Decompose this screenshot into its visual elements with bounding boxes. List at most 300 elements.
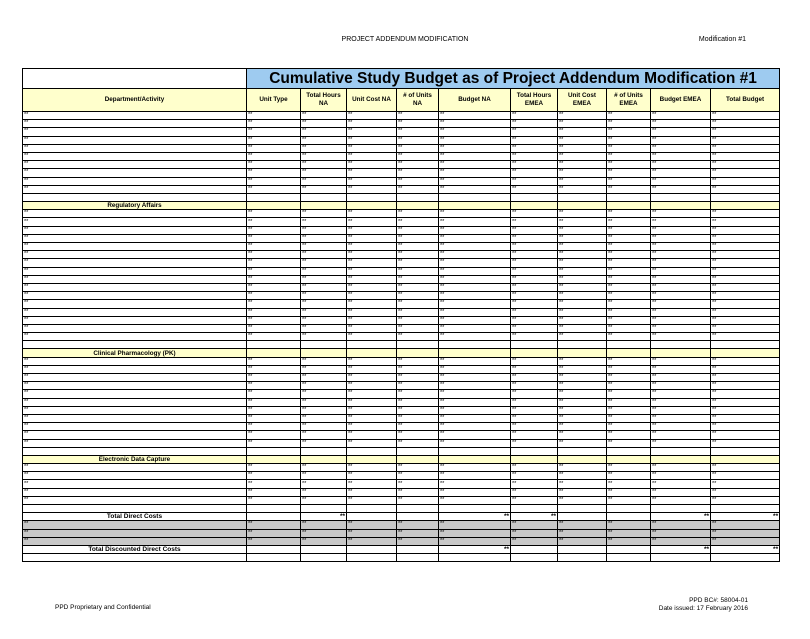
redacted-cell: ** [607, 333, 651, 341]
redacted-cell: ** [651, 275, 711, 283]
redacted-cell: ** [247, 161, 301, 169]
redacted-cell: ** [558, 161, 607, 169]
budget-row [23, 529, 780, 537]
empty-cell [651, 193, 711, 201]
redacted-cell: ** [511, 177, 558, 185]
redacted-cell: ** [397, 259, 439, 267]
empty-cell [397, 505, 439, 513]
redacted-cell: ** [247, 169, 301, 177]
redacted-cell: ** [607, 480, 651, 488]
redacted-cell: ** [23, 529, 247, 537]
redacted-cell: ** [651, 267, 711, 275]
redacted-cell: ** [558, 390, 607, 398]
redacted-cell: ** [711, 161, 780, 169]
empty-cell [651, 505, 711, 513]
redacted-cell: ** [558, 496, 607, 504]
redacted-cell: ** [511, 210, 558, 218]
redacted-cell: ** [23, 324, 247, 332]
empty-cell [397, 513, 439, 521]
redacted-cell: ** [439, 169, 511, 177]
redacted-cell: ** [607, 185, 651, 193]
redacted-cell: ** [558, 112, 607, 120]
redacted-cell: ** [558, 374, 607, 382]
redacted-cell: ** [23, 251, 247, 259]
redacted-cell: ** [711, 464, 780, 472]
redacted-cell: ** [511, 267, 558, 275]
redacted-cell: ** [711, 259, 780, 267]
redacted-cell: ** [301, 251, 347, 259]
column-header: # of Units NA [397, 89, 439, 112]
redacted-cell: ** [439, 406, 511, 414]
redacted-cell: ** [347, 357, 397, 365]
redacted-cell: ** [347, 365, 397, 373]
redacted-cell: ** [511, 234, 558, 242]
redacted-cell: ** [607, 308, 651, 316]
redacted-cell: ** [651, 259, 711, 267]
empty-cell [651, 554, 711, 562]
redacted-cell: ** [558, 283, 607, 291]
redacted-cell: ** [651, 423, 711, 431]
budget-row [23, 251, 780, 259]
empty-cell [607, 349, 651, 357]
redacted-cell: ** [607, 177, 651, 185]
section-title: Electronic Data Capture [23, 455, 247, 463]
redacted-cell: ** [558, 529, 607, 537]
budget-row [23, 357, 780, 365]
redacted-cell: ** [607, 414, 651, 422]
empty-cell [397, 545, 439, 553]
redacted-cell: ** [347, 128, 397, 136]
redacted-cell: ** [347, 112, 397, 120]
redacted-cell: ** [439, 365, 511, 373]
redacted-cell: ** [607, 488, 651, 496]
redacted-cell: ** [711, 128, 780, 136]
section-header-row [23, 455, 780, 463]
column-header: Total Budget [711, 89, 780, 112]
redacted-cell: ** [439, 316, 511, 324]
empty-cell [247, 554, 301, 562]
total-value: ** [301, 513, 347, 521]
redacted-cell: ** [607, 431, 651, 439]
column-header: Budget NA [439, 89, 511, 112]
redacted-cell: ** [511, 136, 558, 144]
redacted-cell: ** [397, 316, 439, 324]
empty-cell [439, 447, 511, 455]
redacted-cell: ** [397, 308, 439, 316]
redacted-cell: ** [439, 472, 511, 480]
budget-row [23, 365, 780, 373]
redacted-cell: ** [301, 112, 347, 120]
redacted-cell: ** [439, 390, 511, 398]
budget-row [23, 308, 780, 316]
budget-row [23, 496, 780, 504]
redacted-cell: ** [711, 300, 780, 308]
redacted-cell: ** [439, 226, 511, 234]
redacted-cell: ** [511, 521, 558, 529]
redacted-cell: ** [511, 324, 558, 332]
redacted-cell: ** [347, 218, 397, 226]
redacted-cell: ** [397, 374, 439, 382]
redacted-cell: ** [347, 382, 397, 390]
empty-cell [247, 545, 301, 553]
redacted-cell: ** [439, 136, 511, 144]
redacted-cell: ** [23, 382, 247, 390]
redacted-cell: ** [558, 136, 607, 144]
redacted-cell: ** [301, 136, 347, 144]
spacer-row [23, 447, 780, 455]
redacted-cell: ** [607, 537, 651, 545]
redacted-cell: ** [347, 488, 397, 496]
redacted-cell: ** [301, 283, 347, 291]
redacted-cell: ** [511, 529, 558, 537]
redacted-cell: ** [247, 521, 301, 529]
redacted-cell: ** [347, 406, 397, 414]
empty-cell [607, 505, 651, 513]
redacted-cell: ** [558, 488, 607, 496]
budget-row [23, 177, 780, 185]
redacted-cell: ** [301, 226, 347, 234]
redacted-cell: ** [558, 226, 607, 234]
redacted-cell: ** [301, 390, 347, 398]
document-header-title: PROJECT ADDENDUM MODIFICATION [341, 36, 469, 43]
empty-cell [511, 341, 558, 349]
redacted-cell: ** [651, 357, 711, 365]
redacted-cell: ** [301, 496, 347, 504]
redacted-cell: ** [347, 496, 397, 504]
redacted-cell: ** [439, 283, 511, 291]
redacted-cell: ** [301, 398, 347, 406]
redacted-cell: ** [23, 259, 247, 267]
budget-row [23, 144, 780, 152]
empty-cell [247, 455, 301, 463]
empty-cell [301, 505, 347, 513]
redacted-cell: ** [651, 365, 711, 373]
redacted-cell: ** [301, 210, 347, 218]
redacted-cell: ** [397, 464, 439, 472]
redacted-cell: ** [301, 152, 347, 160]
redacted-cell: ** [651, 169, 711, 177]
spacer-row [23, 554, 780, 562]
budget-row [23, 243, 780, 251]
redacted-cell: ** [301, 144, 347, 152]
redacted-cell: ** [607, 423, 651, 431]
redacted-cell: ** [711, 406, 780, 414]
empty-cell [439, 341, 511, 349]
redacted-cell: ** [558, 300, 607, 308]
empty-cell [558, 202, 607, 210]
empty-cell [23, 447, 247, 455]
redacted-cell: ** [301, 374, 347, 382]
redacted-cell: ** [607, 521, 651, 529]
redacted-cell: ** [439, 152, 511, 160]
redacted-cell: ** [511, 480, 558, 488]
redacted-cell: ** [439, 218, 511, 226]
redacted-cell: ** [711, 267, 780, 275]
redacted-cell: ** [511, 472, 558, 480]
empty-cell [558, 554, 607, 562]
redacted-cell: ** [711, 275, 780, 283]
redacted-cell: ** [397, 537, 439, 545]
redacted-cell: ** [347, 177, 397, 185]
redacted-cell: ** [301, 308, 347, 316]
redacted-cell: ** [23, 300, 247, 308]
empty-cell [607, 202, 651, 210]
redacted-cell: ** [347, 374, 397, 382]
redacted-cell: ** [607, 316, 651, 324]
redacted-cell: ** [23, 488, 247, 496]
redacted-cell: ** [558, 120, 607, 128]
redacted-cell: ** [558, 292, 607, 300]
redacted-cell: ** [711, 382, 780, 390]
budget-row [23, 414, 780, 422]
redacted-cell: ** [711, 169, 780, 177]
empty-cell [607, 545, 651, 553]
redacted-cell: ** [347, 414, 397, 422]
redacted-cell: ** [711, 414, 780, 422]
redacted-cell: ** [651, 185, 711, 193]
redacted-cell: ** [558, 169, 607, 177]
redacted-cell: ** [397, 120, 439, 128]
redacted-cell: ** [247, 316, 301, 324]
redacted-cell: ** [558, 316, 607, 324]
redacted-cell: ** [711, 398, 780, 406]
redacted-cell: ** [247, 226, 301, 234]
empty-cell [247, 193, 301, 201]
redacted-cell: ** [397, 406, 439, 414]
redacted-cell: ** [439, 210, 511, 218]
redacted-cell: ** [23, 398, 247, 406]
budget-table [22, 68, 780, 562]
redacted-cell: ** [558, 431, 607, 439]
redacted-cell: ** [439, 259, 511, 267]
budget-row [23, 464, 780, 472]
empty-cell [651, 447, 711, 455]
total-label: Total Discounted Direct Costs [23, 545, 247, 553]
redacted-cell: ** [347, 464, 397, 472]
redacted-cell: ** [397, 521, 439, 529]
redacted-cell: ** [711, 496, 780, 504]
redacted-cell: ** [511, 365, 558, 373]
budget-row [23, 431, 780, 439]
redacted-cell: ** [397, 144, 439, 152]
redacted-cell: ** [247, 382, 301, 390]
redacted-cell: ** [651, 414, 711, 422]
redacted-cell: ** [247, 120, 301, 128]
redacted-cell: ** [247, 423, 301, 431]
redacted-cell: ** [439, 374, 511, 382]
budget-row [23, 226, 780, 234]
redacted-cell: ** [397, 177, 439, 185]
redacted-cell: ** [607, 283, 651, 291]
redacted-cell: ** [347, 480, 397, 488]
redacted-cell: ** [397, 439, 439, 447]
redacted-cell: ** [711, 480, 780, 488]
total-value: ** [711, 513, 780, 521]
redacted-cell: ** [439, 357, 511, 365]
redacted-cell: ** [511, 128, 558, 136]
redacted-cell: ** [607, 120, 651, 128]
column-header: Unit Type [247, 89, 301, 112]
redacted-cell: ** [607, 464, 651, 472]
empty-cell [511, 505, 558, 513]
redacted-cell: ** [439, 243, 511, 251]
title-row [23, 69, 780, 89]
redacted-cell: ** [247, 374, 301, 382]
redacted-cell: ** [439, 267, 511, 275]
redacted-cell: ** [347, 431, 397, 439]
empty-cell [711, 193, 780, 201]
redacted-cell: ** [651, 521, 711, 529]
redacted-cell: ** [511, 496, 558, 504]
redacted-cell: ** [247, 136, 301, 144]
budget-row [23, 275, 780, 283]
redacted-cell: ** [558, 464, 607, 472]
redacted-cell: ** [301, 275, 347, 283]
redacted-cell: ** [347, 243, 397, 251]
redacted-cell: ** [247, 218, 301, 226]
redacted-cell: ** [607, 112, 651, 120]
redacted-cell: ** [511, 357, 558, 365]
empty-cell [607, 513, 651, 521]
redacted-cell: ** [511, 374, 558, 382]
empty-cell [511, 447, 558, 455]
budget-row [23, 324, 780, 332]
redacted-cell: ** [607, 529, 651, 537]
redacted-cell: ** [711, 210, 780, 218]
redacted-cell: ** [607, 267, 651, 275]
redacted-cell: ** [23, 152, 247, 160]
redacted-cell: ** [511, 259, 558, 267]
redacted-cell: ** [511, 144, 558, 152]
redacted-cell: ** [511, 169, 558, 177]
empty-cell [558, 193, 607, 201]
redacted-cell: ** [247, 259, 301, 267]
redacted-cell: ** [711, 251, 780, 259]
redacted-cell: ** [558, 414, 607, 422]
empty-cell [651, 341, 711, 349]
redacted-cell: ** [23, 267, 247, 275]
redacted-cell: ** [397, 226, 439, 234]
redacted-cell: ** [511, 398, 558, 406]
redacted-cell: ** [439, 431, 511, 439]
redacted-cell: ** [347, 472, 397, 480]
redacted-cell: ** [301, 464, 347, 472]
redacted-cell: ** [711, 152, 780, 160]
redacted-cell: ** [651, 300, 711, 308]
redacted-cell: ** [607, 128, 651, 136]
redacted-cell: ** [347, 259, 397, 267]
redacted-cell: ** [347, 423, 397, 431]
budget-row [23, 439, 780, 447]
footer-confidential: PPD Proprietary and Confidential [55, 604, 151, 611]
redacted-cell: ** [247, 431, 301, 439]
redacted-cell: ** [247, 144, 301, 152]
redacted-cell: ** [607, 324, 651, 332]
redacted-cell: ** [558, 472, 607, 480]
redacted-cell: ** [397, 243, 439, 251]
empty-cell [511, 545, 558, 553]
redacted-cell: ** [651, 210, 711, 218]
redacted-cell: ** [511, 406, 558, 414]
redacted-cell: ** [347, 275, 397, 283]
empty-cell [247, 505, 301, 513]
redacted-cell: ** [247, 324, 301, 332]
redacted-cell: ** [711, 529, 780, 537]
section-header-row [23, 349, 780, 357]
empty-cell [397, 349, 439, 357]
redacted-cell: ** [247, 357, 301, 365]
redacted-cell: ** [247, 128, 301, 136]
redacted-cell: ** [607, 374, 651, 382]
redacted-cell: ** [711, 234, 780, 242]
budget-row [23, 169, 780, 177]
redacted-cell: ** [397, 210, 439, 218]
redacted-cell: ** [558, 267, 607, 275]
redacted-cell: ** [347, 333, 397, 341]
empty-cell [23, 341, 247, 349]
redacted-cell: ** [439, 144, 511, 152]
redacted-cell: ** [651, 398, 711, 406]
redacted-cell: ** [397, 496, 439, 504]
empty-cell [347, 513, 397, 521]
redacted-cell: ** [711, 521, 780, 529]
column-header: # of Units EMEA [607, 89, 651, 112]
redacted-cell: ** [607, 243, 651, 251]
empty-cell [711, 349, 780, 357]
empty-cell [247, 202, 301, 210]
redacted-cell: ** [23, 292, 247, 300]
redacted-cell: ** [247, 488, 301, 496]
redacted-cell: ** [651, 136, 711, 144]
redacted-cell: ** [247, 406, 301, 414]
empty-cell [607, 447, 651, 455]
redacted-cell: ** [607, 357, 651, 365]
redacted-cell: ** [23, 210, 247, 218]
redacted-cell: ** [23, 316, 247, 324]
budget-row [23, 398, 780, 406]
redacted-cell: ** [347, 390, 397, 398]
redacted-cell: ** [439, 112, 511, 120]
redacted-cell: ** [397, 128, 439, 136]
redacted-cell: ** [347, 283, 397, 291]
budget-row [23, 374, 780, 382]
empty-cell [347, 554, 397, 562]
redacted-cell: ** [511, 488, 558, 496]
budget-row [23, 300, 780, 308]
budget-row [23, 152, 780, 160]
redacted-cell: ** [301, 243, 347, 251]
redacted-cell: ** [711, 431, 780, 439]
total-value: ** [439, 513, 511, 521]
redacted-cell: ** [711, 472, 780, 480]
redacted-cell: ** [558, 439, 607, 447]
redacted-cell: ** [397, 324, 439, 332]
redacted-cell: ** [439, 128, 511, 136]
redacted-cell: ** [397, 431, 439, 439]
redacted-cell: ** [301, 382, 347, 390]
redacted-cell: ** [397, 283, 439, 291]
empty-cell [347, 341, 397, 349]
redacted-cell: ** [23, 161, 247, 169]
redacted-cell: ** [511, 431, 558, 439]
redacted-cell: ** [247, 529, 301, 537]
redacted-cell: ** [651, 283, 711, 291]
redacted-cell: ** [558, 243, 607, 251]
redacted-cell: ** [23, 169, 247, 177]
redacted-cell: ** [607, 292, 651, 300]
redacted-cell: ** [607, 496, 651, 504]
redacted-cell: ** [607, 218, 651, 226]
